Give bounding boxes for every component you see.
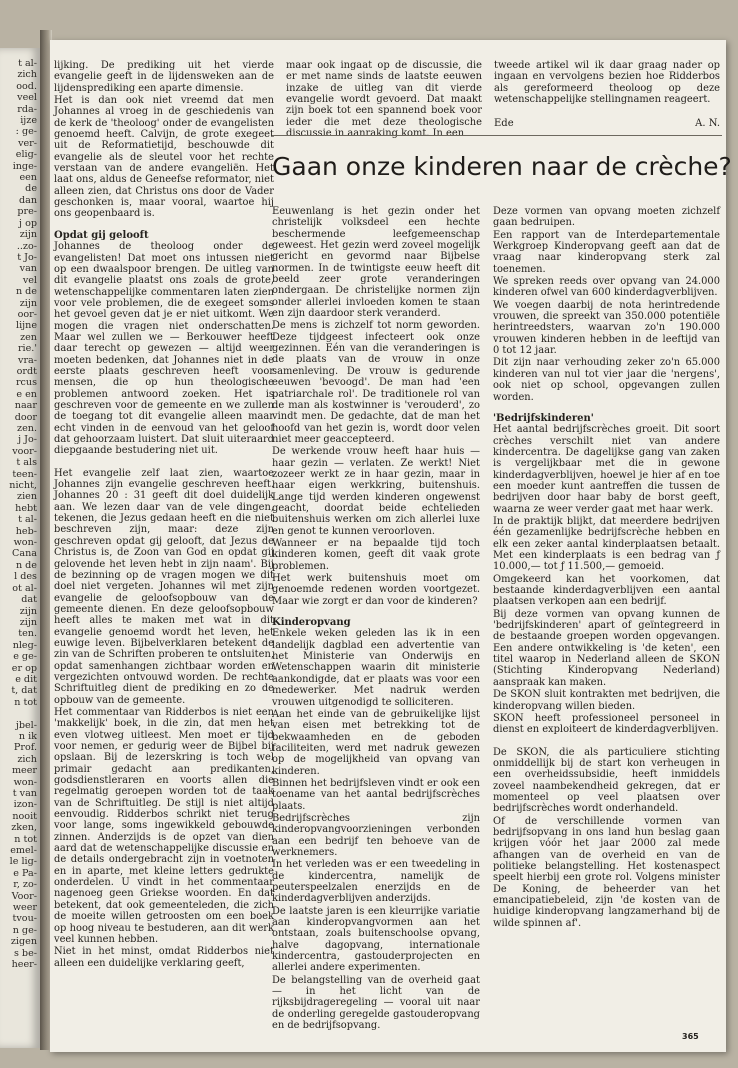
left-page-fragment: elig- (15, 149, 37, 161)
paragraph: De SKON, die als particuliere stichting onmiddellijk bij de start kon verheugen in een overheidssubsidie, heeft inmiddels zoveel naambekendheid gekregen, dat er momenteel op veel plaatsen over bedrijfscrèches wordt onderhandeld. (493, 746, 720, 815)
left-page-fragment: zien (17, 491, 37, 503)
left-page-fragment: n de (15, 559, 37, 571)
left-page-fragment (1, 708, 37, 719)
left-page-fragment: jbel- (15, 719, 37, 731)
paragraph: We voegen daarbij de nota herintredende vrouwen, die spreekt van 350.000 potentiële herintreedsters, waarvan zo'n 190.000 vrouwen kinderen hebben in de leeftijd van 0 tot 12 jaar. (493, 299, 720, 357)
paragraph: Niet in het minst, omdat Ridderbos niet alleen een duidelijke verklaring geeft, (54, 946, 274, 969)
left-page-fragment: heer- (11, 959, 37, 971)
left-page-fragment: won- (13, 776, 37, 788)
paragraph: Dit zijn naar verhouding zeker zo'n 65.000 kinderen van nul tot vier jaar die 'nergens', ook niet op school, opgevangen zullen worden. (493, 357, 720, 403)
left-page-text-fragments (1, 58, 37, 971)
article-headline: Gaan onze kinderen naar de crèche? (272, 152, 732, 181)
paragraph: Het werk buitenshuis moet om genoemde redenen worden voortgezet. Maar wie zorgt er dan voor de kinderen? (272, 573, 480, 607)
left-page-fragment: door (14, 411, 37, 423)
left-page-fragment: rda- (17, 103, 37, 115)
left-page-fragment: izon- (13, 799, 37, 811)
left-page-fragment: een (19, 172, 37, 184)
left-page-fragment: zijn (19, 605, 37, 617)
left-page-fragment: Prof. (13, 742, 37, 754)
section-heading: 'Bedrijfskinderen' (493, 412, 594, 424)
left-page-fragment: t al- (18, 58, 37, 69)
left-page-fragment: ood. (16, 80, 37, 92)
left-page-fragment: ordt (16, 365, 37, 377)
left-page-fragment: zken, (11, 822, 37, 834)
article-column-1 (272, 206, 480, 1032)
left-page-fragment: inge- (12, 160, 37, 172)
left-page-fragment: e Pa- (13, 867, 37, 879)
left-page-fragment: n ge- (12, 924, 37, 936)
paragraph: Het aantal bedrijfscrèches groeit. Dit soort crèches verschilt niet van andere kindercentra. De dagelijkse gang van zaken is vergelijkbaar met die in gewone kinderdagverblijven, hoewel je hier af en toe een moeder kunt aantreffen die tussen de bedrijven door haar baby de borst geeft, waarna ze weer verder gaat met haar werk. (493, 424, 720, 515)
left-page-fragment: Cana (12, 548, 37, 560)
left-page-fragment: emel- (10, 845, 37, 857)
paragraph: Deze vormen van opvang moeten zichzelf gaan bedruipen. (493, 206, 720, 229)
left-page-fragment: ten. (18, 628, 37, 640)
left-page-fragment: meer (11, 765, 37, 777)
left-page-fragment: s be- (13, 947, 37, 959)
left-page-fragment: e ge- (13, 651, 37, 663)
left-page-fragment: e dit (15, 673, 37, 685)
paragraph: Bij deze vormen van opvang kunnen de 'bedrijfskinderen' apart of geïntegreerd in de bestaande groepen worden opgevangen. Een andere ontwikkeling is 'de keten', een titel waarop in Nederland alleen de SKON (Stichting Kinderopvang Nederland) aanspraak kan maken. (493, 608, 720, 688)
paragraph: Eeuwenlang is het gezin onder het christelijk volksdeel een hechte beschermende leefgemeenschap geweest. Het gezin werd zoveel mogelijk gericht en gevormd naar Bijbelse normen. In de twintigste eeuw heeft dit beeld zeer grote veranderingen ondergaan. De christelijke normen zijn onder allerlei invloeden komen te staan en zijn daardoor sterk veranderd. (272, 206, 480, 320)
paragraph: In de praktijk blijkt, dat meerdere bedrijven één gezamenlijke bedrijfscrèche hebben en elk een zeker aantal kinderplaatsen betaalt. Met een kinderplaats is een bedrag van ƒ 10.000,— tot ƒ 11.500,— gemoeid. (493, 516, 720, 573)
left-page-fragment: zijn (19, 616, 37, 628)
paragraph: De SKON sluit kontrakten met bedrijven, die kinderopvang willen bieden. (493, 689, 720, 712)
left-page-fragment: nicht, (9, 480, 37, 492)
left-page-fragment: t van (12, 788, 37, 799)
left-page-fragment: tvou- (12, 913, 37, 925)
signature (494, 118, 720, 129)
paragraph: Of de verschillende vormen van bedrijfsopvang in ons land hun beslag gaan krijgen vóór het jaar 2000 zal mede afhangen van de overheid en van de politieke belangstelling. Het kostenaspect speelt hierbij een grote rol. Volgens minister De Koning, de beheerder van het emancipatiebeleid, zijn 'de kosten van de huidige kinderopvang langzamerhand bij de wilde spinnen af'. (493, 815, 720, 929)
left-page-fragment: oor- (17, 308, 37, 320)
paragraph: Aan het einde van de gebruikelijke lijst van eisen met betrekking tot de bekwaamheden en de geboden faciliteiten, werd met nadruk gewezen op de mogelijkheid van opvang van kinderen. (272, 708, 480, 777)
left-page-fragment: vel (22, 274, 37, 286)
left-page-fragment: j op (19, 217, 37, 229)
column-2-top (286, 60, 482, 140)
paragraph: De werkende vrouw heeft haar huis — haar gezin — verlaten. Ze werkt! Niet zozeer werkt ze in haar gezin, maar in haar eigen werkkring, buitenshuis. Lange tijd werden kinderen ongewenst geacht, doordat beide echtelieden buitenshuis werken om zich allerlei luxe en genot te kunnen veroorloven. (272, 446, 480, 537)
left-page-fragment: Voor- (11, 890, 37, 902)
left-page-fragment: rie.' (17, 343, 37, 355)
left-page-fragment: t als (16, 457, 37, 469)
left-page-fragment: j Jo- (18, 434, 37, 446)
paragraph: De laatste jaren is een kleurrijke variatie aan kinderopvangvormen aan het ontstaan, zoals buitenschoolse opvang, halve dagopvang, internationale kindercentra, gastouderprojecten en allerlei andere experimenten. (272, 905, 480, 974)
left-page-fragment: dat (21, 594, 37, 606)
paragraph: Het is dan ook niet vreemd dat men Johannes al vroeg in de geschiedenis van de kerk de 'theoloog' onder de evangelisten genoemd heeft. Calvijn, de grote exegeet uit de Reformatietijd, beschouwde dit evangelie als de sleutel voor het rechte verstaan van de andere evangeliën. Het laat ons, aldus de Geneefse reformator, niet alleen zien, dat Christus ons door de Vader geschonken is, maar vooral, waartoe hij ons geopenbaard is. (54, 95, 274, 220)
paragraph: SKON heeft professioneel personeel in dienst en exploiteert de kinderdagverblijven. (493, 712, 720, 736)
paragraph: tweede artikel wil ik daar graag nader op ingaan en vervolgens bezien hoe Ridderbos als gereformeerd theoloog op deze wetenschappelijke stellingnamen reageert. (494, 60, 720, 106)
left-page-fragment: nooit (12, 810, 37, 822)
paragraph: Wanneer er na bepaalde tijd toch kinderen komen, geeft dit vaak grote problemen. (272, 537, 480, 572)
paragraph: Johannes de theoloog onder de evangelisten! Dat moet ons intussen niet op een dwaalspoor brengen. De uitleg van dit evangelie plaatst ons zoals de grote, wetenschappelijke commentaren laten zien voor vele problemen, die de exegeet soms het gevoel geven dat je er niet uitkomt. We mogen die vragen niet onderschatten. Maar wel zullen we — Berkouwer heeft daar terecht op gewezen — altijd weer moeten bedenken, dat Johannes niet in de eerste plaats geschreven heeft voor mensen, die op hun theologische problemen antwoord zoeken. Het is geschreven voor de gemeente en we zullen de toegang tot dit evangelie alleen maar echt vinden in de eenvoud van het geloof dat gehoorzaam luistert. Dat sluit uiteraard diepgaande bestudering niet uit. (54, 241, 274, 457)
left-page-fragment: teen- (12, 468, 37, 480)
left-page-fragment: van (19, 263, 37, 275)
paragraph: Het evangelie zelf laat zien, waartoe Johannes zijn evangelie geschreven heeft. Johannes 20 : 31 geeft dit doel duidelijk aan. We lezen daar van de vele dingen, tekenen, die Jezus gedaan heeft en die niet beschreven zijn, maar: deze zijn geschreven opdat gij gelooft, dat Jezus de Christus is, de Zoon van God en opdat gij gelovende het leven hebt in zijn naam'. Bij de bezinning op de vragen mogen we dit doel niet vergeten. Johannes wil met zijn evangelie de geloofsopbouw van de gemeente dienen. En deze geloofsopbouw heeft alles te maken met wat in dit evangelie genoemd wordt het leven, het euwige leven. Bijbelverklaren betekent de zin van de Schriften proberen te ontsluiten, opdat samenhangen zichtbaar worden en vergezichten ontvouwd worden. De rechte Schriftuitleg dient de prediking en zo de opbouw van de gemeente. (54, 467, 274, 706)
left-page-fragment: er op (11, 662, 37, 674)
left-page-fragment: zijn (19, 297, 37, 309)
article-column-2 (493, 206, 720, 930)
left-page-fragment: t, dat (11, 685, 37, 697)
paragraph: In het verleden was er een tweedeling in de kindercentra, namelijk de peuterspeelzalen enerzijds en de kinderdagverblijven anderzijds. (272, 859, 480, 905)
left-page-fragment: de (25, 183, 37, 195)
left-page-fragment: zen. (17, 423, 37, 434)
left-page-fragment: heb- (15, 525, 37, 537)
left-page-fragment: naar (14, 400, 37, 412)
right-page (50, 40, 732, 1052)
left-page-fragment: zich (17, 69, 37, 81)
signature-place: Ede (494, 118, 514, 129)
left-page-fragment: n tot (14, 696, 37, 708)
left-page-fragment: zen (20, 331, 37, 343)
left-page-fragment: n tot (14, 833, 37, 845)
left-page-fragment: le lig- (9, 856, 37, 868)
paragraph: Enkele weken geleden las ik in een landelijk dagblad een advertentie van het Ministerie van Onderwijs en Wetenschappen waarin dit ministerie aankondigde, dat er plaats was voor een medewerker. Met nadruk werden vrouwen uitgenodigd te solliciteren. (272, 628, 480, 708)
left-page-fragment: vra- (18, 354, 37, 366)
paragraph: maar ook ingaat op de discussie, die er met name sinds de laatste eeuwen inzake de uitleg van dit vierde evangelie wordt gevoerd. Dat maakt zijn boek tot een spannend boek voor ieder die met deze theologische discussie in aanraking komt. In een (286, 60, 482, 140)
left-page-fragment: ijze (20, 115, 37, 127)
left-page-fragment: e en (16, 388, 37, 400)
left-page-fragment: ot al- (12, 582, 37, 594)
left-page-fragment: n de (15, 286, 37, 298)
left-page-edge (0, 48, 40, 1048)
left-page-fragment: r, zo- (13, 879, 37, 891)
left-page-fragment: dan (18, 194, 37, 206)
left-page-fragment: veel (17, 92, 37, 104)
left-page-fragment: won- (13, 537, 37, 549)
left-page-fragment: zigen (10, 936, 37, 948)
left-page-fragment: pre- (17, 206, 37, 218)
paragraph: lijking. De prediking uit het vierde evangelie geeft in de lijdensweken aan de lijdensprediking een aparte dimensie. (54, 60, 274, 94)
paragraph: Een rapport van de Interdepartementale Werkgroep Kinderopvang geeft aan dat de vraag naar kinderopvang sterk zal toenemen. (493, 229, 720, 275)
left-page-fragment: nleg- (12, 639, 37, 651)
left-page-fragment: zijn (19, 229, 37, 241)
left-page-fragment: hebt (15, 502, 37, 514)
left-page-fragment: l des (14, 571, 37, 583)
paragraph: Bedrijfscrèches zijn kinderopvangvoorzieningen verbonden aan een bedrijf ten behoeve van de werknemers. (272, 812, 480, 858)
paragraph: Omgekeerd kan het voorkomen, dat bestaande kinderdagverblijven een aantal plaatsen verkopen aan een bedrijf. (493, 573, 720, 608)
section-heading: Kinderopvang (272, 617, 351, 629)
signature-initials: A. N. (695, 118, 720, 129)
left-page-fragment: zich (17, 753, 37, 765)
left-page-fragment: t al- (18, 514, 37, 526)
left-page-fragment: ..zo- (16, 240, 37, 252)
left-page-fragment: ver- (18, 137, 37, 149)
section-divider (272, 135, 722, 136)
left-page-fragment: : ge- (15, 126, 37, 138)
left-page-fragment: voor- (12, 445, 37, 457)
paragraph: Het commentaar van Ridderbos is niet een 'makkelijk' boek, in die zin, dat men het even vlotweg uitleest. Men moet er tijd voor nemen, er gedurig weer de Bijbel bij opslaan. Bij de lezerskring is toch wel primair gedacht aan predikanten, godsdienstleraren en voorts allen die regelmatig geroepen worden tot de taak van de Schriftuitleg. De stijl is niet altijd eenvoudig. Ridderbos schrikt niet terug voor lange, soms ingewikkeld gebouwde zinnen. Anderzijds is de opzet van dien aard dat de wetenschappelijke discussie en de details ondergebracht zijn in voetnoten en in aparte, met kleine letters gedrukte onderdelen. U vindt in het commentaar nagenoeg geen Griekse woorden. En dat betekent, dat ook gemeenteleden, die zich de moeite willen getroosten om een boek op hoog niveau te bestuderen, aan dit werk veel kunnen hebben. (54, 706, 274, 945)
left-page-fragment: rcus (15, 377, 37, 389)
column-3-top (494, 60, 720, 106)
left-page-fragment: t Jo- (17, 251, 37, 263)
column-1 (54, 60, 274, 970)
section-heading: Opdat gij gelooft (54, 229, 149, 241)
paragraph: We spreken reeds over opvang van 24.000 kinderen ofwel van 600 kinderdagverblijven. (493, 276, 720, 299)
paragraph: Binnen het bedrijfsleven vindt er ook een toename van het aantal bedrijfscrèches plaats. (272, 777, 480, 812)
paragraph: De mens is zichzelf tot norm geworden. Deze tijdgeest infecteert ook onze gezinnen. Eén van die veranderingen is de plaats van de vrouw in onze samenleving. De vrouw is gedurende eeuwen 'bevoogd'. De man had 'een patriarchale rol'. De traditionele rol van de man als kostwinner is 'verouderd', zo vindt men. De gedachte, dat de man het hoofd van het gezin is, wordt door velen niet meer geaccepteerd. (272, 320, 480, 445)
left-page-fragment: n ik (18, 730, 37, 742)
left-page-fragment: lijne (16, 320, 37, 332)
page-number: 365 (682, 1032, 699, 1041)
left-page-fragment: weer (12, 902, 37, 914)
paragraph: De belangstelling van de overheid gaat — in het licht van de rijksbijdrageregeling — vooral uit naar de onderling geregelde gastouderopvang en de bedrijfsopvang. (272, 974, 480, 1032)
